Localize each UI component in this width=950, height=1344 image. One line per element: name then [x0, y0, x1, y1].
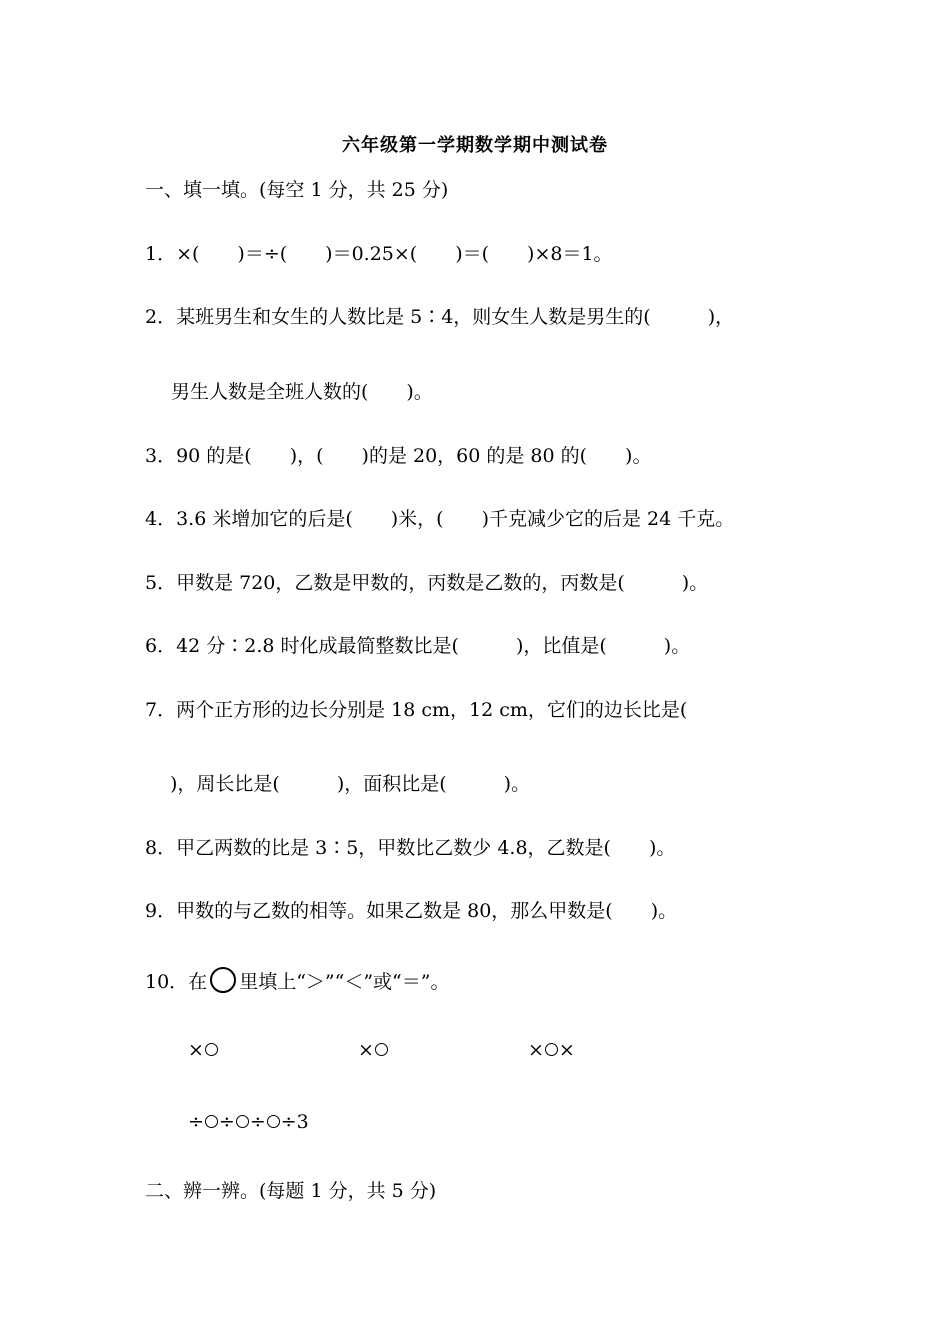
question-10-prefix: 10．在: [145, 971, 208, 993]
question-10-suffix: 里填上“＞”“＜”或“＝”。: [239, 971, 450, 993]
question-2-line-1: 2．某班男生和女生的人数比是 5∶4，则女生人数是男生的( )，: [145, 306, 735, 328]
expression-3: [528, 1038, 575, 1062]
operator-divide: ÷: [188, 1111, 204, 1133]
answer-circle-icon[interactable]: [205, 1115, 218, 1128]
operator-times: ×: [528, 1039, 544, 1061]
answer-circle-icon[interactable]: [375, 1043, 388, 1056]
operator-divide: ÷: [218, 1111, 235, 1133]
question-10: [145, 967, 449, 994]
question-3: 3．90 的是( )，( )的是 20，60 的是 80 的( )。: [145, 445, 652, 467]
answer-circle-icon[interactable]: [205, 1043, 218, 1056]
section-two-heading: 二、辨一辨。(每题 1 分，共 5 分): [145, 1180, 437, 1202]
question-4: 4．3.6 米增加它的后是( )米，( )千克减少它的后是 24 千克。: [145, 508, 735, 530]
answer-circle-icon[interactable]: [545, 1043, 558, 1056]
question-2-line-2: 男生人数是全班人数的( )。: [171, 381, 433, 403]
operator-divide: ÷: [249, 1111, 266, 1133]
compare-circle-icon: [210, 967, 236, 993]
section-one-heading: 一、填一填。(每空 1 分，共 25 分): [145, 179, 449, 201]
question-8: 8．甲乙两数的比是 3∶5，甲数比乙数少 4.8，乙数是( )。: [145, 837, 676, 859]
operator-divide-3: ÷3: [280, 1111, 309, 1133]
page-title: 六年级第一学期数学期中测试卷: [342, 135, 608, 156]
operator-times: ×: [358, 1039, 374, 1061]
expression-4: [188, 1110, 309, 1134]
question-9: 9．甲数的与乙数的相等。如果乙数是 80，那么甲数是( )。: [145, 900, 678, 922]
question-7-line-1: 7．两个正方形的边长分别是 18 cm，12 cm，它们的边长比是(: [145, 699, 688, 721]
answer-circle-icon[interactable]: [267, 1115, 280, 1128]
expression-1: [188, 1038, 219, 1062]
operator-times: ×: [188, 1039, 204, 1061]
expression-2: [358, 1038, 389, 1062]
question-6: 6．42 分∶2.8 时化成最简整数比是( )，比值是( )。: [145, 635, 691, 657]
operator-times: ×: [558, 1039, 575, 1061]
question-7-line-2: )，周长比是( )，面积比是( )。: [170, 773, 531, 795]
question-1: 1．×( )＝÷( )＝0.25×( )＝( )×8＝1。: [145, 243, 613, 265]
question-5: 5．甲数是 720，乙数是甲数的，丙数是乙数的，丙数是( )。: [145, 572, 709, 594]
answer-circle-icon[interactable]: [236, 1115, 249, 1128]
